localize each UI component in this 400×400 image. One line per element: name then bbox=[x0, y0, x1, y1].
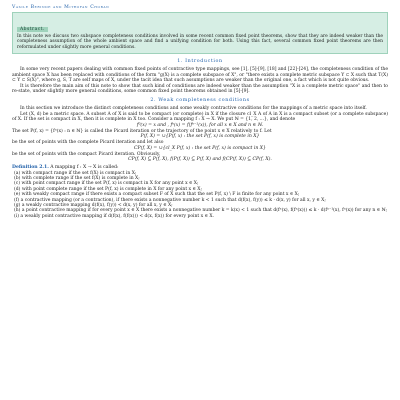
definition-item: (f) a contractive mapping (or a contraction), if there exists a nonnegative number k < 1 such that d(f(x), f(y)) ≤ k · d(x, y) for all x, y ∈ X; bbox=[14, 197, 326, 203]
abstract-text: In this note we discuss two subspace completeness conditions involved in some recent common fixed point theorems, show that they are indeed weaker than the completeness assumption of the whole ambient space and find a unifying condition for both. Using this fact, several common fixed point theorems are then reformulated under slightly more general conditions. bbox=[17, 34, 383, 50]
definition-label: Definition 2.1. bbox=[12, 165, 49, 171]
equation-inclusions: CP(f, X) ⊆ P(f, X), f(P(f, X)) ⊆ P(f, X) and f(CP(f, X)) ⊆ CP(f, X). bbox=[128, 157, 272, 163]
definition-item: (a) with compact range if the set f(X) is compact in X; bbox=[14, 170, 137, 176]
definition-item: (c) with point compact range if the set P(f, x) is compact in X for any point x ∈ X; bbox=[14, 181, 199, 187]
intro-paragraph-2: It is therefore the main aim of this note to show that such kind of conditions are indeed weaker than the assumption "X is a complete metric space" and then to re-state, under slightly more general conditions, some common fixed point theorems obtained in [5]-[9]. bbox=[12, 83, 388, 95]
section-2-paragraph-1: In this section we introduce the distinct completeness conditions and some weakly contractive conditions for the mappings of a metric space into itself. bbox=[20, 106, 367, 112]
definition-item: (d) with point complete range if the set P(f, x) is complete in X for any point x ∈ X; bbox=[14, 186, 203, 192]
equation-picard-set: P(f, X) = ∪{P(f, x) : the set P(f, x) is complete in X} bbox=[140, 134, 260, 140]
section-2-title: 2. Weak completeness conditions bbox=[150, 98, 250, 104]
definition-item: (e) with weakly compact range if there exists a compact subset F of X such that the set P(f, x) \ F is finite for any point x ∈ X; bbox=[14, 192, 300, 198]
definition-items bbox=[12, 171, 388, 219]
section-2-paragraph-2: Let (X, d) be a metric space. A subset A of X is said to be compact (or complete) in X if the closure cl_X A of A in X is a compact subset (or a complete subspace) of X. If the set is compact in X, then it is complete in X too. Consider a mapping f : X → X. We put ℕ = {1, 2, ...}, and denote bbox=[12, 111, 388, 123]
intro-paragraph-1: In some very recent papers dealing with common fixed points of contractive type mappings, see [1], [5]-[9], [18] and [22]-[24], the completeness condition of the ambient space X has been replaced with conditions of the form "g(X) is a complete subspace of X", or "there exists a complete metric subspace Y ⊂ X such that T(X) ⊂ Y ⊂ S(X)", where g, S, T are self maps of X, under the tacit idea that such assumptions are weaker than the original one, a fact which is not quite obvious. bbox=[12, 67, 388, 84]
section-2-paragraph-3: The set P(f, x) = {fⁿ(x) : n ∈ ℕ} is called the Picard iteration or the trajectory of the point x ∈ X relatively to f. Let bbox=[12, 128, 272, 134]
abstract-box bbox=[12, 12, 388, 54]
definition-item: (h) a point contractive mapping if for every point x ∈ X there exists a nonnegative number k = k(x) < 1 such that d(fⁿ(x), f(fⁿ(x))) ≤ k · d(fⁿ⁻¹(x), fⁿ(x)) for any n ∈ ℕ; bbox=[14, 208, 388, 214]
equation-iterates: f⁰(x) = x and , fⁿ(x) = f(fⁿ⁻¹(x)), for all x ∈ X and n ∈ ℕ. bbox=[136, 122, 264, 128]
equation-compact-picard-set: CP(f, X) = ∪{cl_X P(f, x) : the set P(f, x) is compact in X} bbox=[134, 145, 266, 151]
definition-item: (i) a weakly point contractive mapping if d(f(x), f(f(x))) < d(x, f(x)) for every point x ∈ X. bbox=[14, 213, 214, 219]
abstract-heading: Abstract. bbox=[17, 27, 48, 32]
definition-intro: A mapping f : X → X is called: bbox=[50, 165, 119, 171]
section-1-title: 1. Introduction bbox=[177, 59, 223, 65]
section-2-paragraph-5: be the set of points with the compact Picard iteration. Obviously, bbox=[12, 151, 161, 157]
definition-item: (g) a weakly contractive mapping d(f(x), f(y)) < d(x, y) for all x, y ∈ X; bbox=[14, 202, 173, 208]
section-2-paragraph-4: be the set of points with the complete Picard iteration and let also bbox=[12, 140, 164, 146]
definition-item: (b) with complete range if the set f(X) is complete in X; bbox=[14, 176, 140, 182]
running-head: Vasile Berinde and Mitrofan Choban bbox=[12, 5, 110, 10]
